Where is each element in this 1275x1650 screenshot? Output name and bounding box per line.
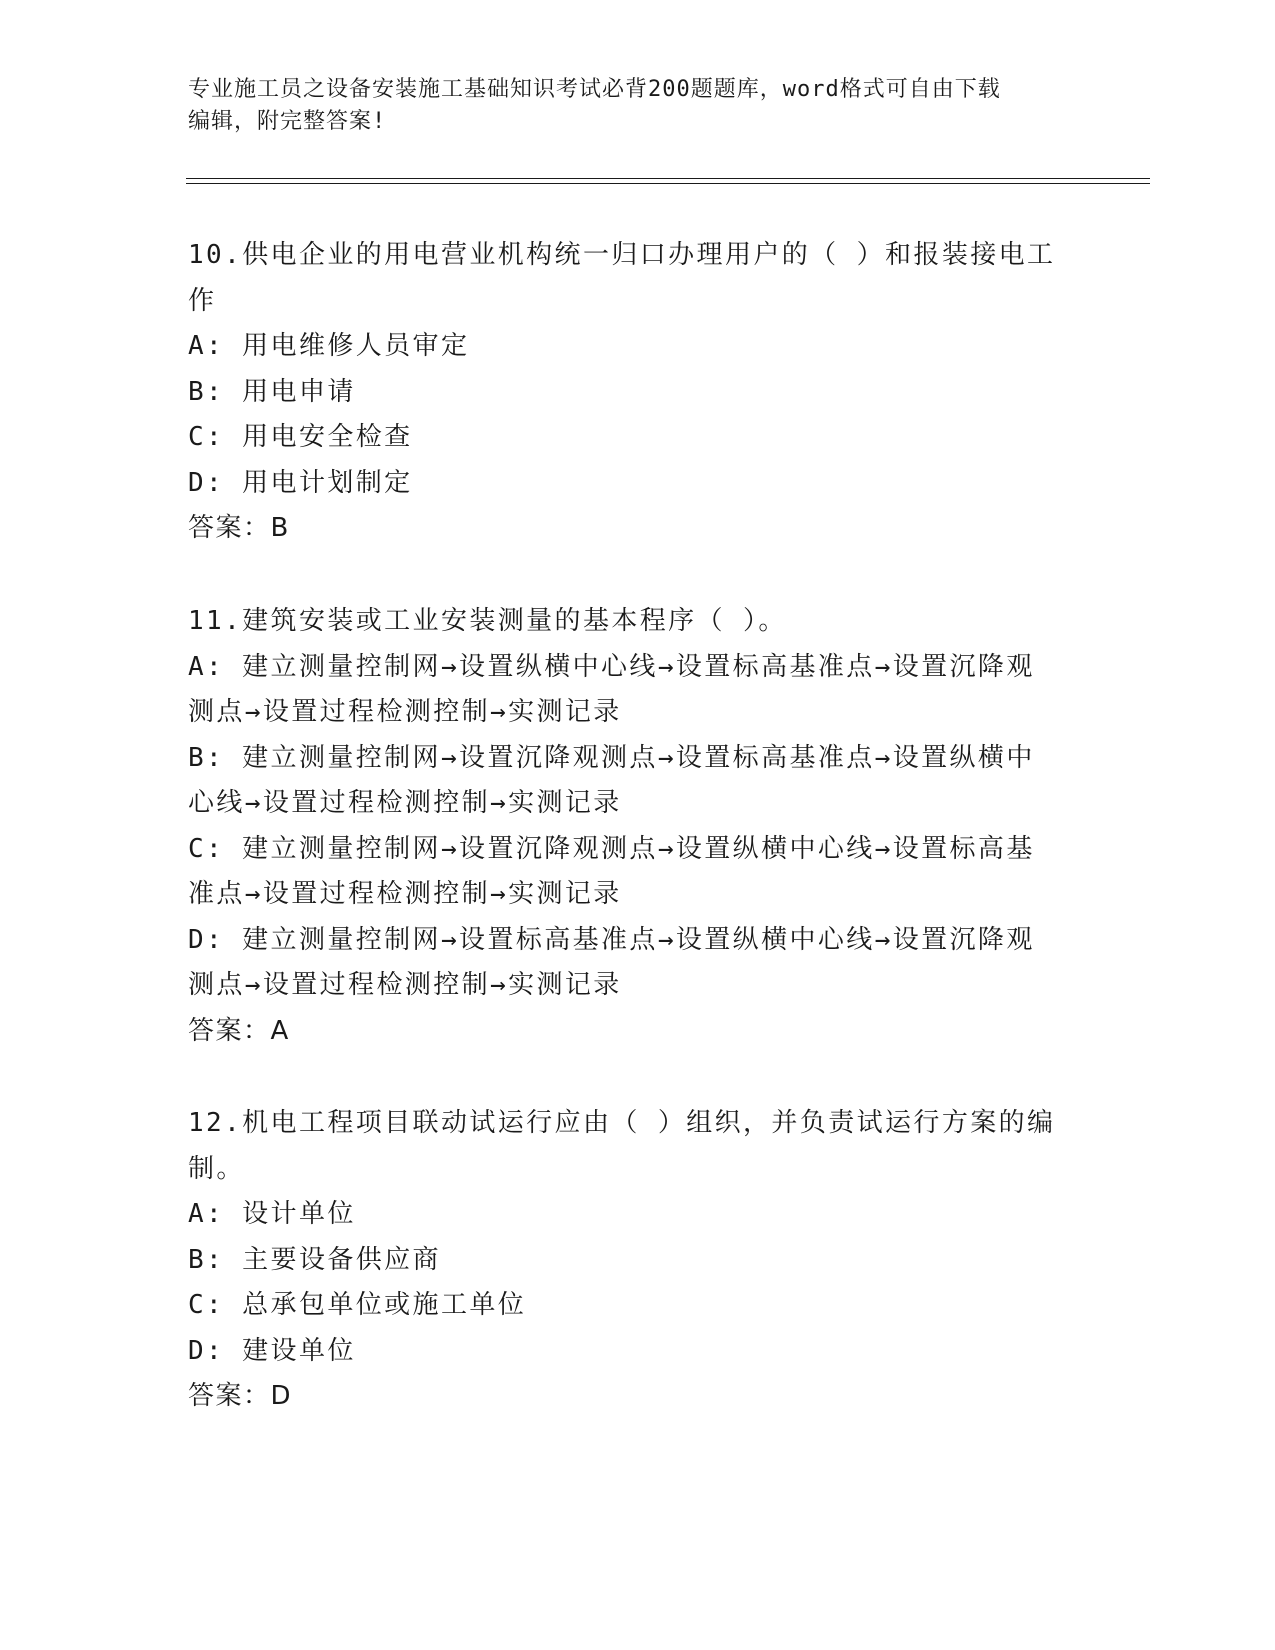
option-a-continued: 测点→设置过程检测控制→实测记录 <box>188 697 622 727</box>
option-d-continued: 测点→设置过程检测控制→实测记录 <box>188 970 622 1000</box>
option-c: C: 用电安全检查 <box>188 422 413 452</box>
option-c-continued: 准点→设置过程检测控制→实测记录 <box>188 879 622 909</box>
question-stem-line: 制。 <box>188 1153 245 1184</box>
answer-label: 答案：D <box>188 1381 293 1411</box>
question-stem-line: 12.机电工程项目联动试运行应由（ ）组织，并负责试运行方案的编 <box>188 1108 1056 1138</box>
question-stem-line: 10.供电企业的用电营业机构统一归口办理用户的（ ）和报装接电工 <box>188 240 1056 270</box>
answer-label: 答案：B <box>188 513 290 543</box>
option-c: C: 建立测量控制网→设置沉降观测点→设置纵横中心线→设置标高基 <box>188 833 1035 864</box>
header-divider-top <box>186 178 1150 179</box>
answer-label: 答案：A <box>188 1015 290 1046</box>
question-block <box>188 1101 1088 1420</box>
option-d: D: 建设单位 <box>188 1335 356 1366</box>
option-b: B: 用电申请 <box>188 376 356 407</box>
question-block <box>188 233 1088 552</box>
option-b-continued: 心线→设置过程检测控制→实测记录 <box>188 788 622 818</box>
question-stem-line: 11.建筑安装或工业安装测量的基本程序（ ）。 <box>188 606 787 636</box>
option-c: C: 总承包单位或施工单位 <box>188 1290 527 1320</box>
option-b: B: 主要设备供应商 <box>188 1244 441 1275</box>
option-a: A: 建立测量控制网→设置纵横中心线→设置标高基准点→设置沉降观 <box>188 651 1035 682</box>
option-d: D: 建立测量控制网→设置标高基准点→设置纵横中心线→设置沉降观 <box>188 924 1035 955</box>
question-block <box>188 599 1088 1054</box>
header-line-2: 编辑，附完整答案! <box>188 109 387 134</box>
header-divider-bottom <box>186 183 1150 184</box>
option-d: D: 用电计划制定 <box>188 467 413 498</box>
question-stem-line: 作 <box>188 285 217 316</box>
option-a: A: 用电维修人员审定 <box>188 331 470 361</box>
header-line-1: 专业施工员之设备安装施工基础知识考试必背200题题库，word格式可自由下载 <box>188 77 1001 102</box>
option-b: B: 建立测量控制网→设置沉降观测点→设置标高基准点→设置纵横中 <box>188 742 1035 773</box>
document-header <box>188 74 1068 138</box>
option-a: A: 设计单位 <box>188 1199 356 1229</box>
